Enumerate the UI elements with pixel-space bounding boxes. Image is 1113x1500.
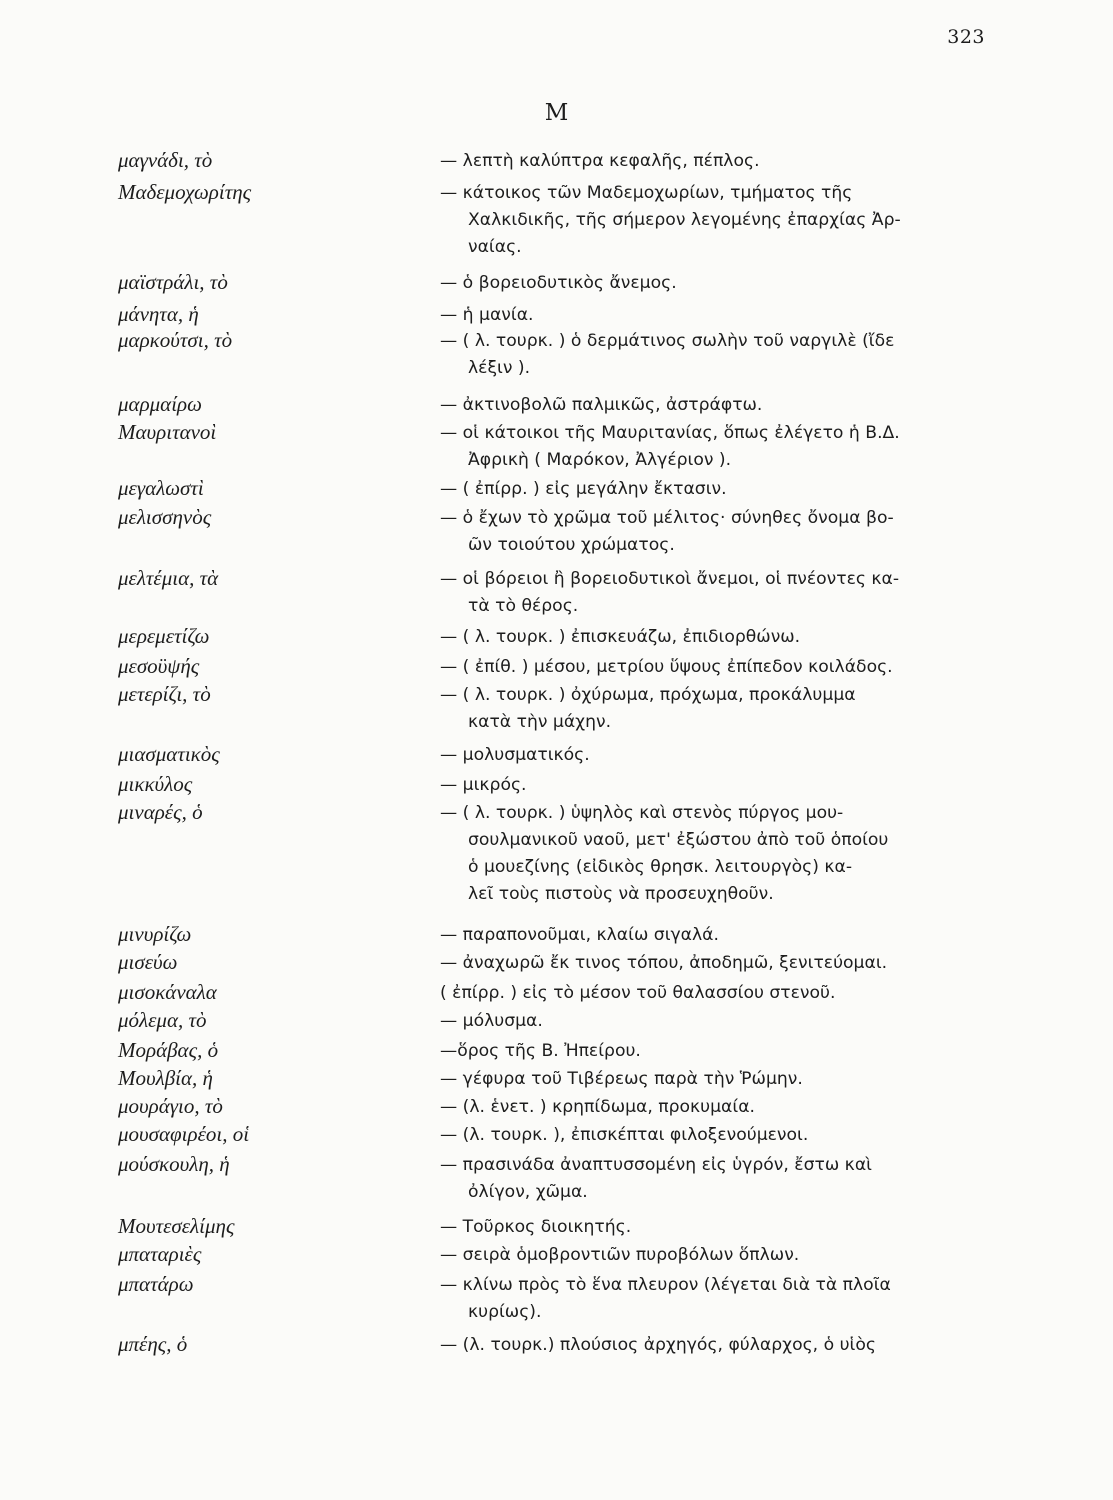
entry-definition — [440, 772, 988, 799]
entry-definition — [440, 505, 988, 559]
definition-line: — μικρός. — [440, 775, 527, 795]
entry-definition — [440, 328, 988, 382]
definition-line: — κλίνω πρὸς τὸ ἕνα πλευρον (λέγεται διὰ τὰ πλοῖα — [440, 1275, 891, 1295]
definition-line: — (λ. τουρκ. ), ἐπισκέπται φιλοξενούμενοι. — [440, 1125, 809, 1145]
entry-term: μελτέμια, τὰ — [118, 566, 219, 590]
entry-term: μαρμαίρω — [118, 392, 202, 416]
definition-line: — ἀκτινοβολῶ παλμικῶς, ἀστράφτω. — [440, 395, 763, 415]
entry-term: μιασματικὸς — [118, 742, 220, 766]
definition-line: ῶν τοιούτου χρώματος. — [468, 535, 675, 555]
definition-line: — ( λ. τουρκ. ) ἐπισκευάζω, ἐπιδιορθώνω. — [440, 627, 801, 647]
entry-term: μπατάρω — [118, 1272, 194, 1296]
definition-line: — ( ἐπίρρ. ) εἰς μεγάλην ἔκτασιν. — [440, 479, 727, 499]
entry-term: Μοράβας, ὁ — [118, 1038, 219, 1062]
entry-definition — [440, 1214, 988, 1241]
definition-line: κυρίως). — [468, 1302, 542, 1322]
entry-term: Μουτεσελίμης — [118, 1214, 235, 1238]
entry-term: μικκύλος — [118, 772, 193, 796]
entry-term: μαγνάδι, τὸ — [118, 148, 213, 172]
entry-term: μισεύω — [118, 950, 178, 974]
definition-line: —ὅρος τῆς Β. Ἠπείρου. — [440, 1041, 641, 1061]
definition-line: ὀλίγον, χῶμα. — [468, 1182, 588, 1202]
definition-line: — λεπτὴ καλύπτρα κεφαλῆς, πέπλος. — [440, 151, 760, 171]
entry-definition — [440, 682, 988, 736]
entry-definition — [440, 624, 988, 651]
entry-definition — [440, 270, 988, 297]
definition-line: — μόλυσμα. — [440, 1011, 543, 1031]
entry-definition — [440, 654, 988, 681]
definition-line: — οἱ βόρειοι ἢ βορειοδυτικοὶ ἄνεμοι, οἱ πνέοντες κα- — [440, 569, 900, 589]
entry-definition — [440, 742, 988, 769]
entry-term: μούσκουλη, ἡ — [118, 1152, 230, 1176]
entry-definition — [440, 566, 988, 620]
entry-definition — [440, 148, 988, 175]
definition-line: κατὰ τὴν μάχην. — [468, 712, 612, 732]
definition-line: — ἡ μανία. — [440, 305, 534, 325]
entry-term: μελισσηνὸς — [118, 505, 212, 529]
definition-line: — ὁ ἔχων τὸ χρῶμα τοῦ μέλιτος· σύνηθες ὄνομα βο- — [440, 508, 894, 528]
definition-line: — μολυσματικός. — [440, 745, 590, 765]
entry-term: μάνητα, ἡ — [118, 302, 199, 326]
entry-term: μαρκούτσι, τὸ — [118, 328, 233, 352]
definition-line: τὰ τὸ θέρος. — [468, 596, 579, 616]
entry-definition — [440, 1152, 988, 1206]
entry-definition — [440, 1008, 988, 1035]
definition-line: — ( ἐπίθ. ) μέσου, μετρίου ὕψους ἐπίπεδον κοιλάδος. — [440, 657, 893, 677]
definition-line: — ὁ βορειοδυτικὸς ἄνεμος. — [440, 273, 677, 293]
entry-definition — [440, 800, 988, 908]
entry-definition — [440, 980, 988, 1007]
definition-line: — σειρὰ ὁμοβροντιῶν πυροβόλων ὅπλων. — [440, 1245, 800, 1265]
entry-definition — [440, 392, 988, 419]
definition-line: Ἀφρικὴ ( Μαρόκον, Ἀλγέριον ). — [468, 450, 732, 470]
definition-line: ( ἐπίρρ. ) εἰς τὸ μέσον τοῦ θαλασσίου στενοῦ. — [440, 983, 836, 1003]
definition-line: Χαλκιδικῆς, τῆς σήμερον λεγομένης ἐπαρχίας Ἀρ- — [468, 210, 901, 230]
entry-term: μισοκάναλα — [118, 980, 217, 1004]
entry-term: μεσοϋψής — [118, 654, 200, 678]
definition-line: — (λ. ἑνετ. ) κρηπίδωμα, προκυμαία. — [440, 1097, 755, 1117]
entry-definition — [440, 1094, 988, 1121]
section-letter: Μ — [544, 100, 569, 126]
definition-line: — ( λ. τουρκ. ) ὑψηλὸς καὶ στενὸς πύργος μου- — [440, 803, 844, 823]
entry-term: Μαυριτανοὶ — [118, 420, 217, 444]
entry-term: μερεμετίζω — [118, 624, 210, 648]
entry-definition — [440, 1332, 988, 1359]
entry-term: μουσαφιρέοι, οἱ — [118, 1122, 250, 1146]
definition-line: — πρασινάδα ἀναπτυσσομένη εἰς ὑγρόν, ἔστω καὶ — [440, 1155, 872, 1175]
definition-line: λεῖ τοὺς πιστοὺς νὰ προσευχηθοῦν. — [468, 884, 774, 904]
entry-definition — [440, 180, 988, 261]
entry-definition — [440, 922, 988, 949]
entry-term: μινυρίζω — [118, 922, 192, 946]
entry-definition — [440, 1038, 988, 1065]
entry-term: μπέης, ὁ — [118, 1332, 188, 1356]
definition-line: — Τοῦρκος διοικητής. — [440, 1217, 632, 1237]
entry-definition — [440, 476, 988, 503]
entry-definition — [440, 1066, 988, 1093]
definition-line: — ἀναχωρῶ ἔκ τινος τόπου, ἀποδημῶ, ξενιτεύομαι. — [440, 953, 888, 973]
page-number: 323 — [947, 26, 985, 48]
entry-definition — [440, 1272, 988, 1326]
entry-term: Μαδεμοχωρίτης — [118, 180, 252, 204]
definition-line: ναίας. — [468, 237, 522, 257]
entry-term: Μουλβία, ἡ — [118, 1066, 213, 1090]
entry-term: μιναρές, ὁ — [118, 800, 203, 824]
entry-term: μπαταριὲς — [118, 1242, 202, 1266]
entry-definition — [440, 950, 988, 977]
definition-line: — γέφυρα τοῦ Τιβέρεως παρὰ τὴν Ῥώμην. — [440, 1069, 803, 1089]
definition-line: — οἱ κάτοικοι τῆς Μαυριτανίας, ὅπως ἐλέγετο ἡ Β.Δ. — [440, 423, 900, 443]
definition-line: — ( λ. τουρκ. ) ὀχύρωμα, πρόχωμα, προκάλυμμα — [440, 685, 856, 705]
definition-line: — κάτοικος τῶν Μαδεμοχωρίων, τμήματος τῆς — [440, 183, 853, 203]
entry-term: μουράγιο, τὸ — [118, 1094, 223, 1118]
entry-definition — [440, 1242, 988, 1269]
definition-line: — παραπονοῦμαι, κλαίω σιγαλά. — [440, 925, 719, 945]
entry-definition — [440, 1122, 988, 1149]
definition-line: — ( λ. τουρκ. ) ὁ δερμάτινος σωλὴν τοῦ ναργιλὲ (ἴδε — [440, 331, 895, 351]
entry-definition — [440, 302, 988, 329]
definition-line: λέξιν ). — [468, 358, 531, 378]
entry-term: μαϊστράλι, τὸ — [118, 270, 228, 294]
entry-definition — [440, 420, 988, 474]
entry-term: μετερίζι, τὸ — [118, 682, 211, 706]
definition-line: σουλμανικοῦ ναοῦ, μετ' ἐξώστου ἀπὸ τοῦ ὁποίου — [468, 830, 889, 850]
entry-term: μεγαλωστὶ — [118, 476, 204, 500]
definition-line: — (λ. τουρκ.) πλούσιος ἀρχηγός, φύλαρχος, ὁ υἱὸς — [440, 1335, 876, 1355]
definition-line: ὁ μουεζίνης (εἰδικὸς θρησκ. λειτουργὸς) κα- — [468, 857, 853, 877]
entry-term: μόλεμα, τὸ — [118, 1008, 207, 1032]
